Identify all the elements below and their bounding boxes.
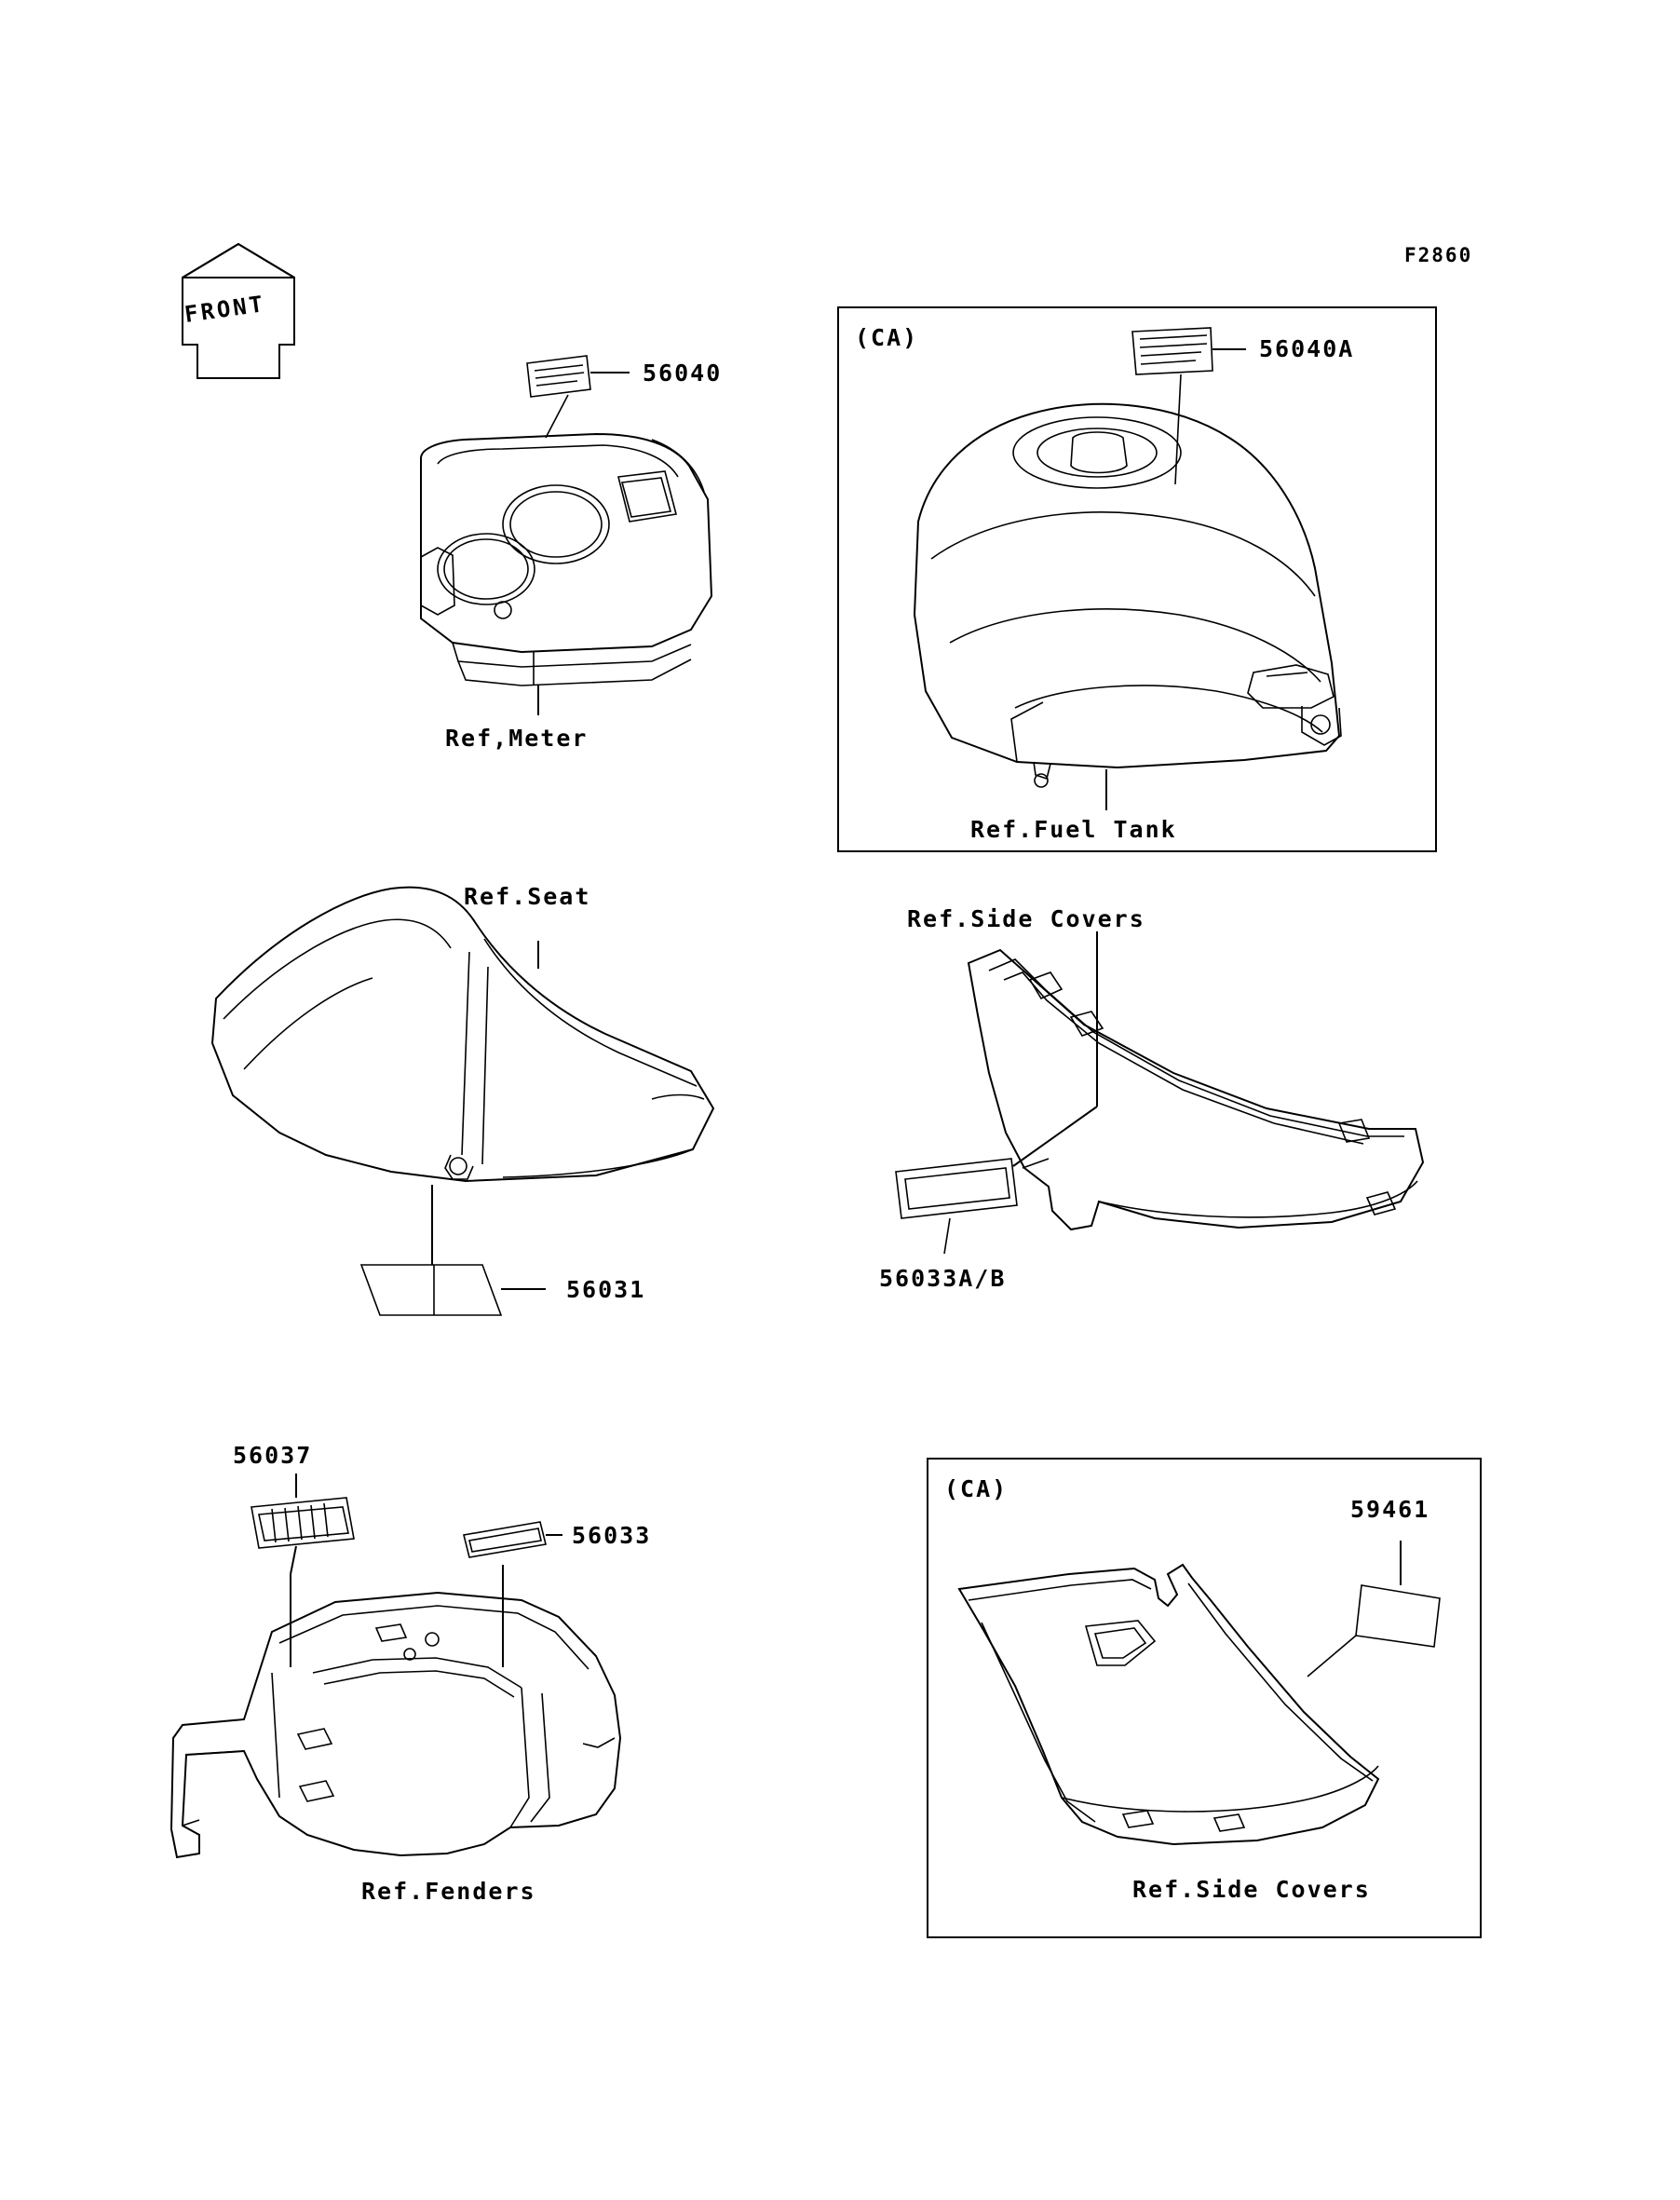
part-number-59461: 59461 — [1350, 1496, 1430, 1523]
seat-illustration — [212, 888, 713, 1265]
side-cover-illustration — [969, 931, 1423, 1229]
decal-56033ab-shape — [896, 1159, 1017, 1254]
decal-59461-shape — [1307, 1541, 1440, 1677]
group-label-ca-tank: (CA) — [855, 324, 919, 351]
part-number-56037: 56037 — [233, 1442, 313, 1469]
side-cover-2-illustration — [959, 1565, 1378, 1844]
ref-label-fuel-tank: Ref.Fuel Tank — [970, 816, 1177, 843]
meter-illustration — [421, 434, 711, 715]
ref-label-side-covers-2: Ref.Side Covers — [1132, 1876, 1371, 1903]
ref-label-side-covers: Ref.Side Covers — [907, 905, 1145, 932]
decal-56037-shape — [251, 1473, 354, 1548]
diagram-code-id: F2860 — [1404, 244, 1473, 266]
part-number-56033ab: 56033A/B — [879, 1265, 1007, 1292]
part-number-56040: 56040 — [643, 360, 723, 387]
ref-label-meter: Ref,Meter — [445, 725, 589, 752]
fuel-tank-illustration — [915, 404, 1341, 810]
part-number-56033: 56033 — [572, 1522, 652, 1549]
ref-label-fenders: Ref.Fenders — [361, 1878, 536, 1905]
decal-56033-shape — [464, 1522, 562, 1557]
part-number-56031: 56031 — [566, 1276, 646, 1303]
decal-56031-shape — [361, 1265, 546, 1315]
ref-label-seat: Ref.Seat — [464, 883, 591, 910]
fender-illustration — [171, 1546, 620, 1857]
front-marker-label: FRONT — [183, 291, 267, 328]
decal-56040-shape — [527, 356, 630, 438]
group-label-ca-side-covers: (CA) — [944, 1475, 1009, 1502]
decal-56040a-shape — [1132, 328, 1246, 484]
part-number-56040a: 56040A — [1259, 335, 1355, 362]
